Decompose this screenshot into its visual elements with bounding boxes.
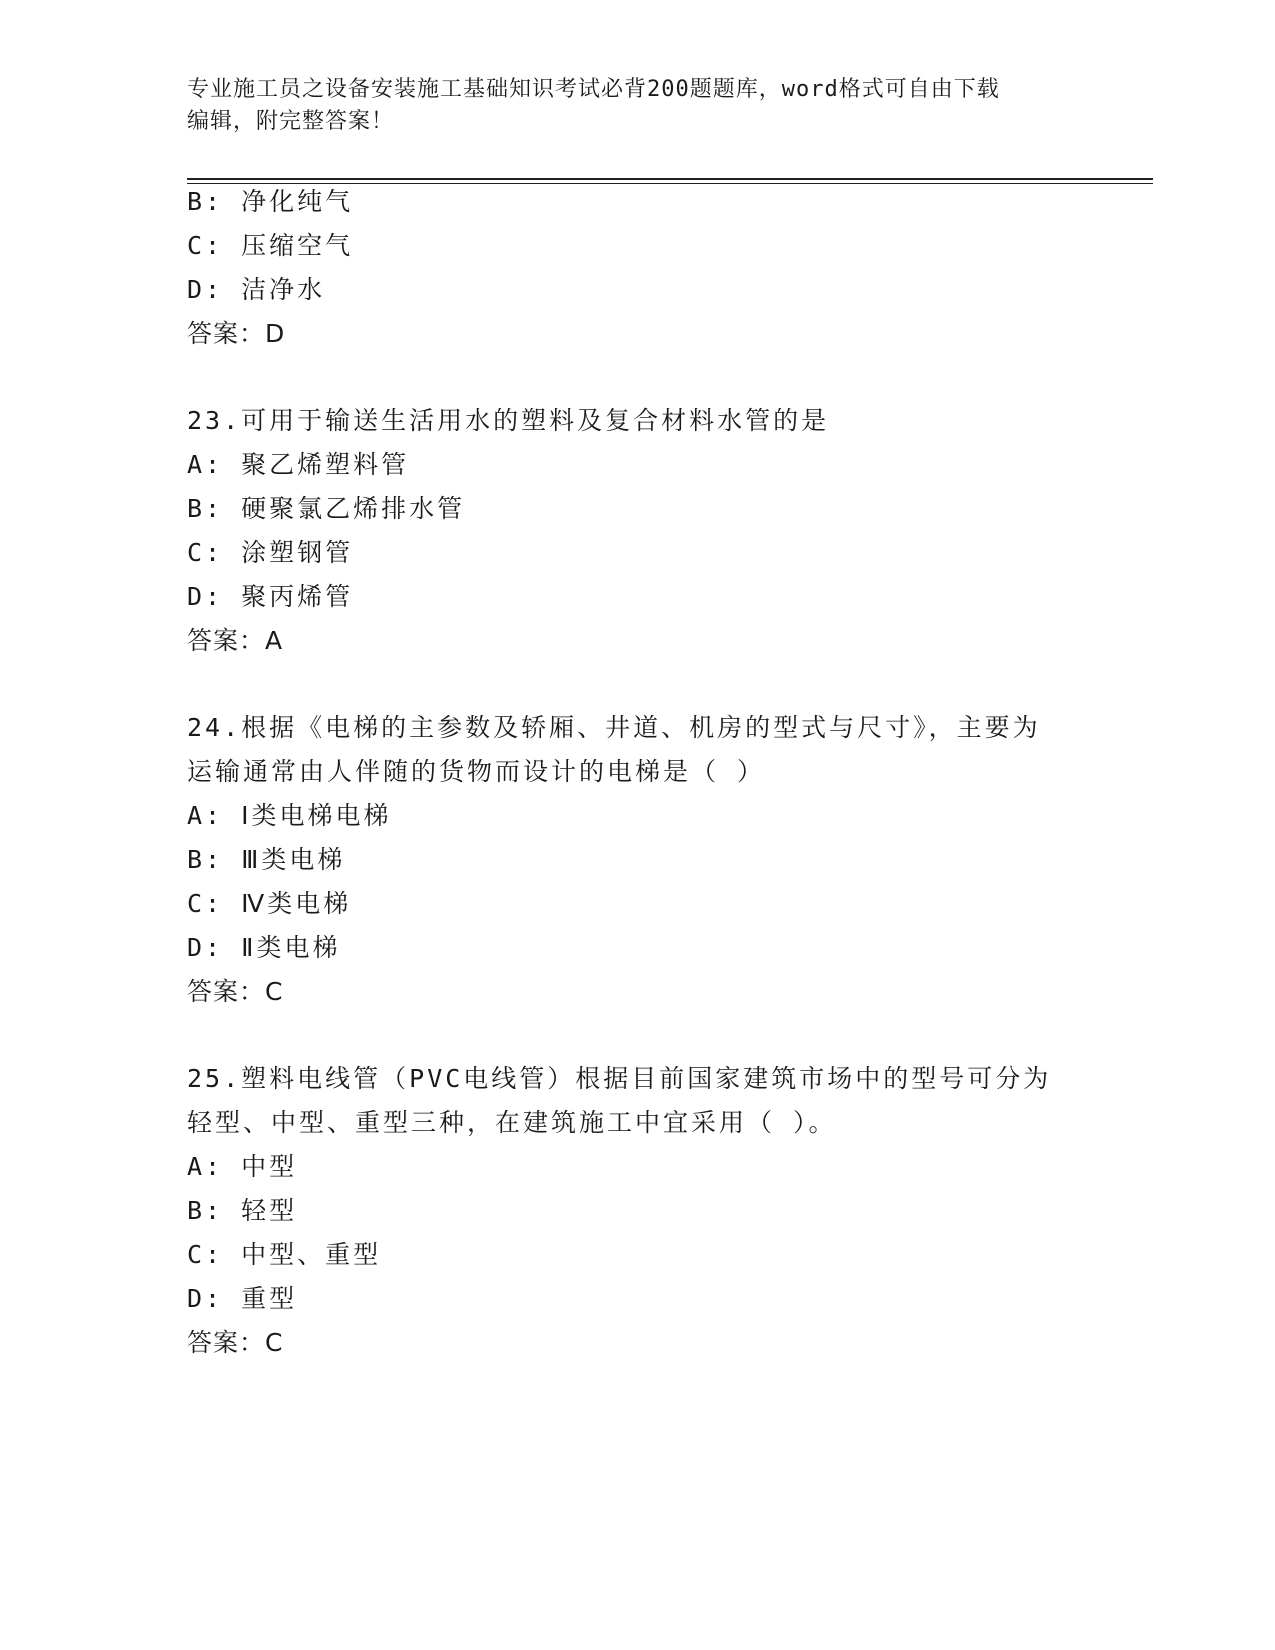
document-header [187, 74, 1087, 138]
header-line-2: 编辑，附完整答案！ [187, 109, 395, 134]
q25-stem-line-1: 25.塑料电线管（PVC电线管）根据目前国家建筑市场中的型号可分为 [187, 1064, 1052, 1093]
q23-option-d: D: 聚丙烯管 [187, 582, 354, 611]
q22-answer: 答案：D [187, 319, 286, 348]
q23-answer: 答案：A [187, 626, 284, 655]
header-divider [187, 178, 1153, 184]
q22-option-b: B: 净化纯气 [187, 187, 354, 216]
q24-stem-line-1: 24.根据《电梯的主参数及轿厢、井道、机房的型式与尺寸》，主要为 [187, 713, 1041, 742]
q25-option-a: A: 中型 [187, 1152, 298, 1181]
q24-option-c: C: Ⅳ类电梯 [187, 889, 352, 918]
q23-stem: 23.可用于输送生活用水的塑料及复合材料水管的是 [187, 406, 830, 435]
q24-option-a: A: Ⅰ类电梯电梯 [187, 801, 392, 830]
q25-stem-line-2: 轻型、中型、重型三种，在建筑施工中宜采用（ ）。 [187, 1108, 837, 1137]
q25-option-d: D: 重型 [187, 1284, 298, 1313]
q25-option-b: B: 轻型 [187, 1196, 298, 1225]
q24-answer: 答案：C [187, 977, 284, 1006]
header-line-1: 专业施工员之设备安装施工基础知识考试必背200题题库，word格式可自由下载 [187, 77, 1000, 102]
q24-stem-line-2: 运输通常由人伴随的货物而设计的电梯是（ ） [187, 757, 766, 786]
q23-option-c: C: 涂塑钢管 [187, 538, 354, 567]
q22-option-c: C: 压缩空气 [187, 231, 354, 260]
q24-option-b: B: Ⅲ类电梯 [187, 845, 346, 874]
q24-option-d: D: Ⅱ类电梯 [187, 933, 341, 962]
q22-option-d: D: 洁净水 [187, 275, 326, 304]
q23-option-a: A: 聚乙烯塑料管 [187, 450, 410, 479]
q25-option-c: C: 中型、重型 [187, 1240, 382, 1269]
q23-option-b: B: 硬聚氯乙烯排水管 [187, 494, 466, 523]
q25-answer: 答案：C [187, 1328, 284, 1357]
